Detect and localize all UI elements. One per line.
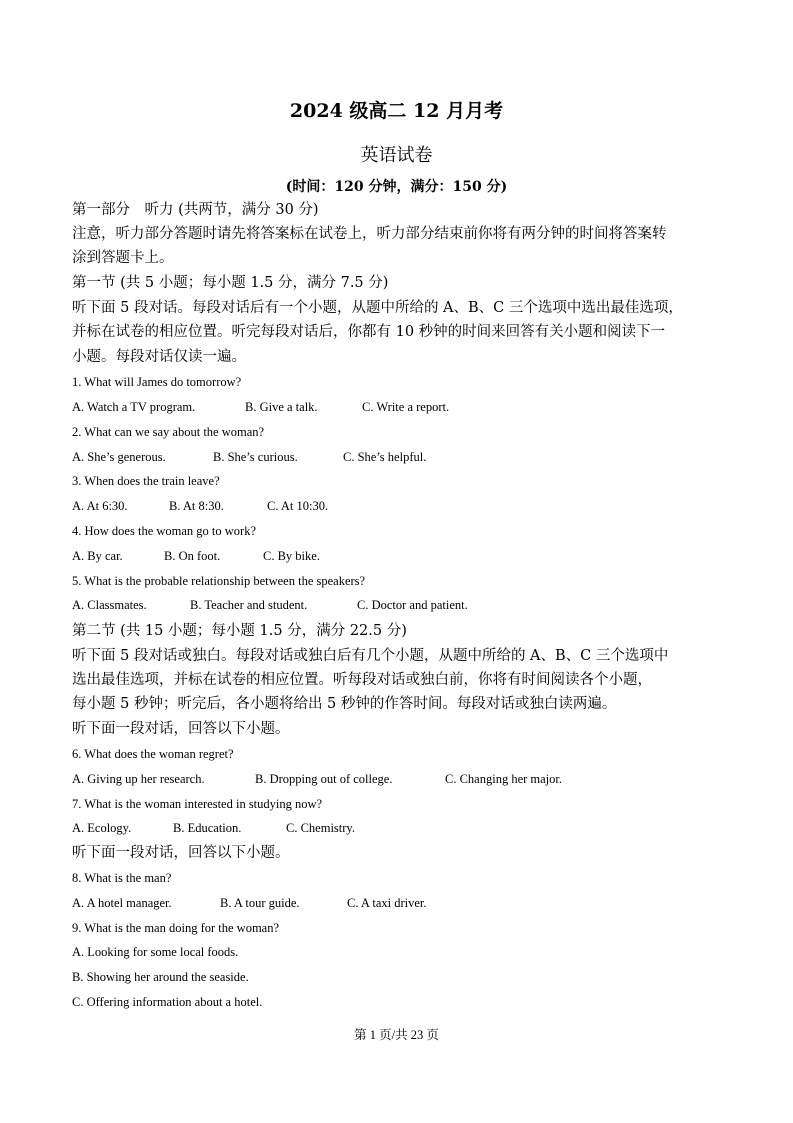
page-footer: 第 1 页/共 23 页 bbox=[354, 1028, 439, 1042]
option-3c: C. At 10:30. bbox=[267, 499, 329, 513]
section1-instr-line3: 小题。每段对话仅读一遍。 bbox=[72, 349, 246, 365]
question-7: 7. What is the woman interested in studying now? bbox=[72, 797, 323, 811]
section2-listen-a: 听下面一段对话，回答以下小题。 bbox=[72, 721, 290, 737]
option-3a: A. At 6:30. bbox=[72, 499, 128, 513]
option-8b: B. A tour guide. bbox=[220, 896, 300, 910]
option-4c: C. By bike. bbox=[263, 549, 320, 563]
option-9b: B. Showing her around the seaside. bbox=[72, 970, 249, 984]
section2-instr-line2: 选出最佳选项，并标在试卷的相应位置。听每段对话或独白前，你将有时间阅读各个小题， bbox=[72, 672, 652, 688]
option-9c: C. Offering information about a hotel. bbox=[72, 995, 263, 1009]
question-5: 5. What is the probable relationship between the speakers? bbox=[72, 574, 366, 588]
question-3: 3. When does the train leave? bbox=[72, 474, 220, 488]
option-8a: A. A hotel manager. bbox=[72, 896, 172, 910]
option-2c: C. She’s helpful. bbox=[343, 450, 427, 464]
option-1c: C. Write a report. bbox=[362, 400, 450, 414]
question-1: 1. What will James do tomorrow? bbox=[72, 375, 242, 389]
option-7a: A. Ecology. bbox=[72, 821, 132, 835]
section1-instr-line2: 并标在试卷的相应位置。听完每段对话后，你都有 10 秒钟的时间来回答有关小题和阅读下一 bbox=[72, 324, 666, 340]
question-9: 9. What is the man doing for the woman? bbox=[72, 921, 280, 935]
part1-note-line2: 涂到答题卡上。 bbox=[72, 250, 174, 266]
question-8: 8. What is the man? bbox=[72, 871, 172, 885]
option-4b: B. On foot. bbox=[164, 549, 221, 563]
option-1b: B. Give a talk. bbox=[245, 400, 318, 414]
option-7c: C. Chemistry. bbox=[286, 821, 355, 835]
option-9a: A. Looking for some local foods. bbox=[72, 945, 239, 959]
option-2a: A. She’s generous. bbox=[72, 450, 166, 464]
part1-heading: 第一部分 听力 (共两节，满分 30 分) bbox=[72, 202, 319, 218]
option-4a: A. By car. bbox=[72, 549, 123, 563]
question-2: 2. What can we say about the woman? bbox=[72, 425, 265, 439]
question-4: 4. How does the woman go to work? bbox=[72, 524, 256, 538]
exam-title: 2024 级高二 12 月月考 bbox=[289, 100, 504, 122]
option-3b: B. At 8:30. bbox=[169, 499, 224, 513]
exam-subject: 英语试卷 bbox=[360, 145, 433, 166]
option-6b: B. Dropping out of college. bbox=[255, 772, 393, 786]
section2-listen-b: 听下面一段对话，回答以下小题。 bbox=[72, 845, 290, 861]
part1-note-line1: 注意，听力部分答题时请先将答案标在试卷上，听力部分结束前你将有两分钟的时间将答案转 bbox=[72, 226, 667, 242]
option-5c: C. Doctor and patient. bbox=[357, 598, 468, 612]
section2-heading: 第二节 (共 15 小题；每小题 1.5 分，满分 22.5 分) bbox=[72, 623, 407, 639]
question-6: 6. What does the woman regret? bbox=[72, 747, 234, 761]
option-6a: A. Giving up her research. bbox=[72, 772, 205, 786]
section1-heading: 第一节 (共 5 小题；每小题 1.5 分，满分 7.5 分) bbox=[72, 275, 389, 291]
option-1a: A. Watch a TV program. bbox=[72, 400, 196, 414]
option-8c: C. A taxi driver. bbox=[347, 896, 427, 910]
section2-instr-line1: 听下面 5 段对话或独白。每段对话或独白后有几个小题，从题中所给的 A、B、C 三个选项中 bbox=[72, 648, 669, 664]
exam-time-info: (时间：120 分钟，满分：150 分) bbox=[285, 179, 508, 195]
section1-instr-line1: 听下面 5 段对话。每段对话后有一个小题，从题中所给的 A、B、C 三个选项中选出最佳选项， bbox=[72, 300, 683, 316]
option-5b: B. Teacher and student. bbox=[190, 598, 308, 612]
option-6c: C. Changing her major. bbox=[445, 772, 562, 786]
option-5a: A. Classmates. bbox=[72, 598, 147, 612]
section2-instr-line3: 每小题 5 秒钟；听完后，各小题将给出 5 秒钟的作答时间。每段对话或独白读两遍。 bbox=[72, 696, 617, 712]
option-7b: B. Education. bbox=[173, 821, 242, 835]
option-2b: B. She’s curious. bbox=[213, 450, 298, 464]
